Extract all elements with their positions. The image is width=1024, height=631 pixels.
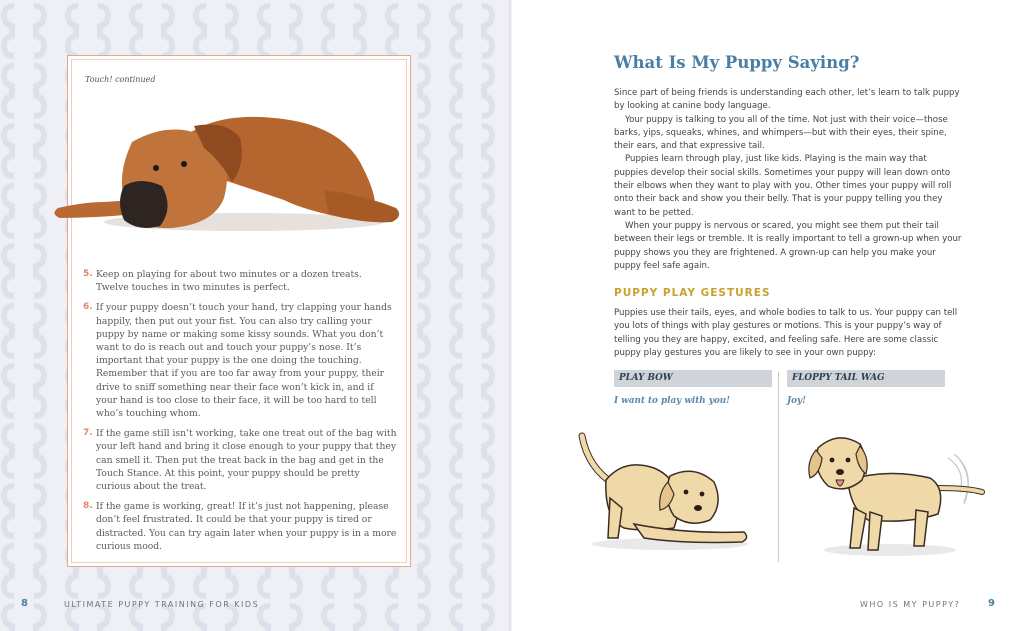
step-text: If the game still isn’t working, take one treat out of the bag with your left hand and bring it close enough to your puppy that they can smell it. Then put the treat back in the bag and get in the Touch Stance. At this point, your puppy should be pretty curious about the treat. <box>96 428 397 493</box>
paragraph: Your puppy is talking to you all of the time. Not just with their voice—those barks, yips, squeaks, whines, and whimpers—but with their eyes, their spine, their ears, and that expressive tail. <box>614 114 948 152</box>
paragraph: Puppies learn through play, just like kids. Playing is the main way that puppies develop their social skills. Sometimes your puppy will lean down onto their elbows when they want to play with you. Other times your puppy will roll onto their back and show you their belly. That is your puppy telling you they want to be petted. <box>614 154 952 218</box>
step-text: If your puppy doesn’t touch your hand, try clapping your hands happily, then put out your fist. You can also try calling your puppy by name or making some kissy sounds. What you don’t want to do is reach out and touch your puppy’s nose. It’s important that your puppy is the one doing the touching. Remember that if you are too far away from your puppy, their drive to sniff something near their face won’t kick in, and if your hand is too close to their face, it will be too hard to tell who’s touching whom. <box>96 302 392 420</box>
step-number: 6. <box>83 302 93 313</box>
gesture-label-play-bow: PLAY BOW <box>614 370 772 387</box>
step-item <box>83 268 397 294</box>
step-number: 7. <box>83 428 93 439</box>
boxer-dog-photo <box>44 90 404 240</box>
page-number-left: 8 <box>21 598 28 609</box>
gesture-caption-floppy-tail-wag: Joy! <box>787 396 807 406</box>
step-item <box>83 500 397 553</box>
step-number: 5. <box>83 269 93 279</box>
step-text: If the game is working, great! If it’s just not happening, please don’t feel frustrated. It could be that your puppy is tired or distracted. You can try again later when your puppy is in a more curious mood. <box>96 501 397 552</box>
step-item <box>83 301 397 420</box>
column-divider <box>778 372 779 562</box>
tail-wag-puppy-illustration <box>798 428 988 558</box>
gestures-intro: Puppies use their tails, eyes, and whole bodies to talk to us. Your puppy can tell you lots of things with play gestures or motions. This is your puppy’s way of telling you they are happy, excited, and feeling safe. Here are some classic puppy play gestures you are likely to see in your own puppy: <box>614 308 958 358</box>
section-subheading: PUPPY PLAY GESTURES <box>614 287 771 299</box>
running-footer-right: WHO IS MY PUPPY? <box>860 600 961 609</box>
step-number: 8. <box>83 501 93 512</box>
paragraph: When your puppy is nervous or scared, you might see them put their tail between their legs or tremble. It is really important to tell a grown-up when your puppy shows you they are frightened. A grown-up can help you make your puppy feel safe again. <box>614 220 962 271</box>
step-text: Keep on playing for about two minutes or a dozen treats. Twelve touches in two minutes is perfect. <box>96 269 362 294</box>
page-number-right: 9 <box>988 598 995 609</box>
step-item <box>83 427 397 493</box>
gesture-label-floppy-tail-wag: FLOPPY TAIL WAG <box>787 370 945 387</box>
training-steps-list <box>83 268 397 560</box>
body-text <box>614 87 962 273</box>
running-head: Touch! continued <box>85 75 156 84</box>
play-bow-puppy-illustration <box>574 428 758 554</box>
gesture-caption-play-bow: I want to play with you! <box>614 396 731 406</box>
paragraph: Since part of being friends is understanding each other, let’s learn to talk puppy by looking at canine body language. <box>614 88 960 112</box>
right-page <box>512 0 1024 631</box>
page-title: What Is My Puppy Saying? <box>614 53 860 72</box>
running-footer-left: ULTIMATE PUPPY TRAINING FOR KIDS <box>64 600 260 609</box>
left-page <box>0 0 511 631</box>
